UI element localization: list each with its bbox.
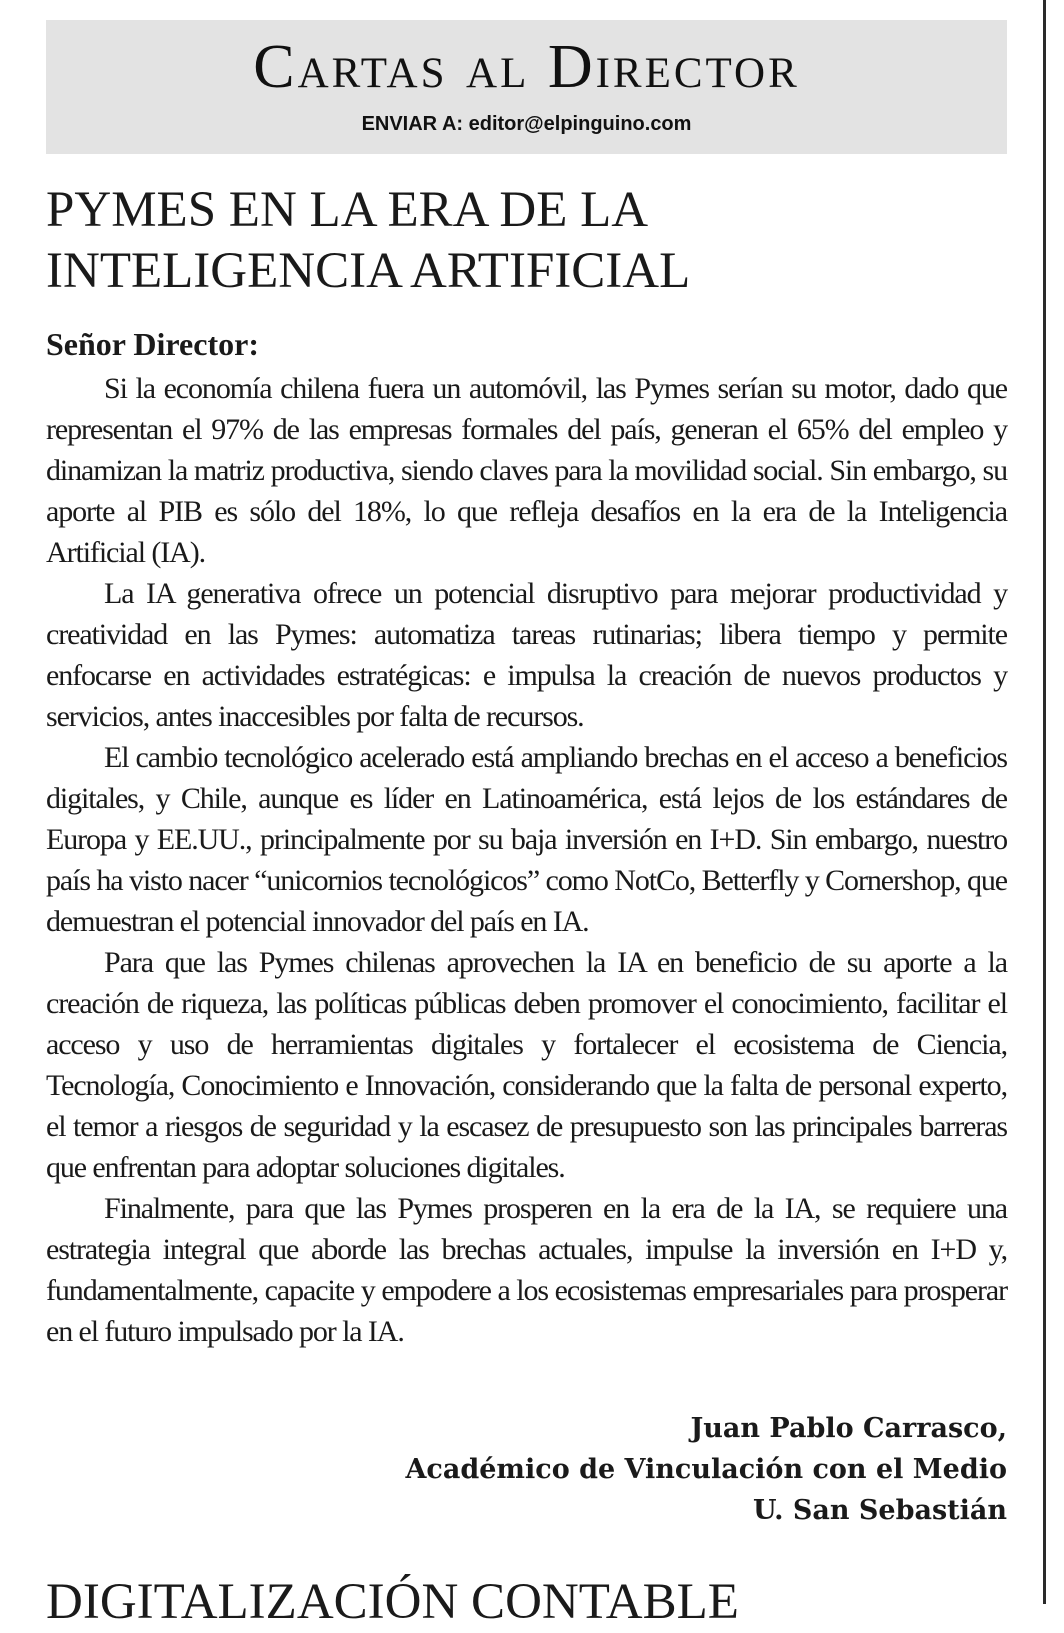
column-rule	[1043, 0, 1046, 1604]
signature-name: Juan Pablo Carrasco,	[690, 1413, 1007, 1444]
body-paragraph-5: Finalmente, para que las Pymes prosperen en la era de la IA, se requiere una estrategia integral que aborde las brechas actuales, impulse la inversión en I+D y, fundamentalmente, capacite y empodere a los ecosistemas empresariales para prosperar en el futuro impulsado por la IA.	[46, 1192, 1007, 1348]
body-paragraph-4: Para que las Pymes chilenas aprovechen la IA en beneficio de su aporte a la creación de riqueza, las políticas públicas deben promover el conocimiento, facilitar el acceso y uso de herramientas digitales y fortalecer el ecosistema de Ciencia, Tecnología, Conocimiento e Innovación, considerando que la falta de personal experto, el temor a riesgos de seguridad y la escasez de presupuesto son las principales barreras que enfrentan para adoptar soluciones digitales.	[46, 946, 1007, 1184]
next-article-headline: DIGITALIZACIÓN CONTABLE	[46, 1574, 739, 1630]
body-paragraph-1: Si la economía chilena fuera un automóvil, las Pymes serían su motor, dado que representan el 97% de las empresas formales del país, generan el 65% del empleo y dinamizan la matriz productiva, siendo claves para la movilidad social. Sin embargo, su aporte al PIB es sólo del 18%, lo que refleja desafíos en la era de la Inteligencia Artificial (IA).	[46, 372, 1007, 569]
letter-signature	[405, 1408, 1007, 1531]
letter-salutation: Señor Director:	[46, 326, 259, 362]
section-masthead	[46, 20, 1007, 154]
body-paragraph-3: El cambio tecnológico acelerado está ampliando brechas en el acceso a beneficios digitales, y Chile, aunque es líder en Latinoamérica, está lejos de los estándares de Europa y EE.UU., principalmente por su baja inversión en I+D. Sin embargo, nuestro país ha visto nacer “unicornios tecnológicos” como NotCo, Betterfly y Cornershop, que demuestran el potencial innovador del país en IA.	[46, 741, 1007, 938]
letter-body	[46, 368, 1007, 1352]
signature-institution: U. San Sebastián	[753, 1495, 1007, 1526]
article-headline: PYMES EN LA ERA DE LA INTELIGENCIA ARTIFICIAL	[46, 182, 691, 299]
section-title: Cartas al Director	[253, 33, 800, 101]
signature-role: Académico de Vinculación con el Medio	[405, 1454, 1007, 1485]
editor-contact: ENVIAR A: editor@elpinguino.com	[361, 113, 692, 135]
body-paragraph-2: La IA generativa ofrece un potencial disruptivo para mejorar productividad y creatividad en las Pymes: automatiza tareas rutinarias; libera tiempo y permite enfocarse en actividades estratégicas: e impulsa la creación de nuevos productos y servicios, antes inaccesibles por falta de recursos.	[46, 577, 1007, 733]
